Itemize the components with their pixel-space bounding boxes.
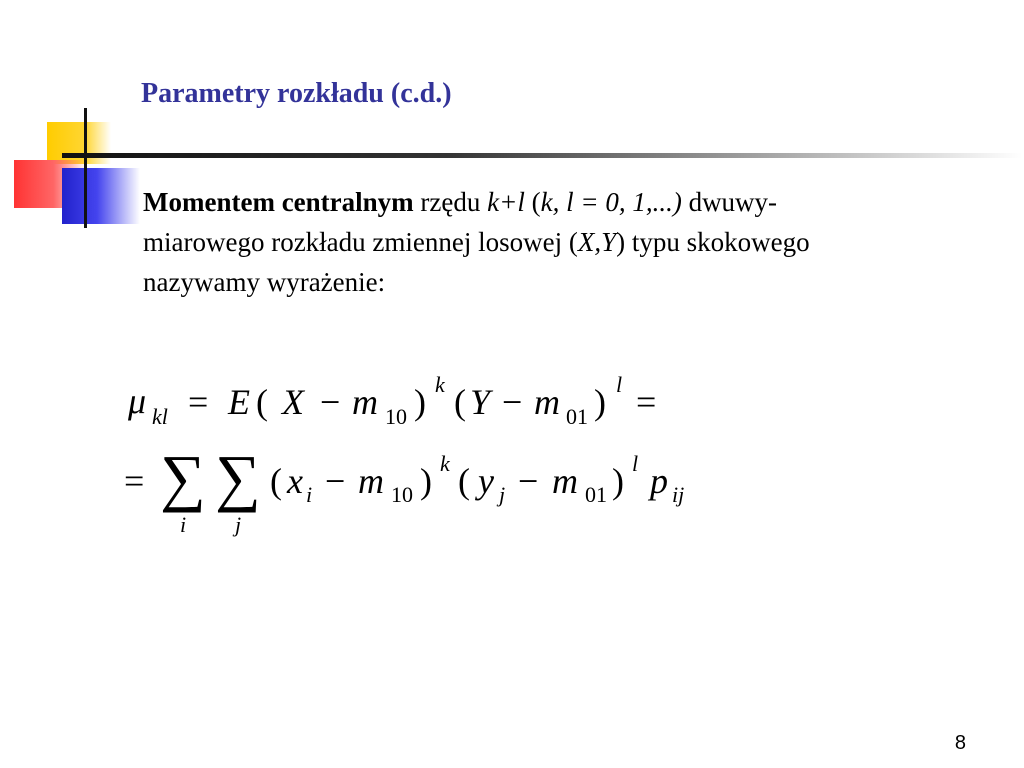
exponent-k: k	[440, 451, 450, 476]
vars-expr: X,Y	[577, 227, 617, 257]
minus-sign: −	[320, 382, 341, 422]
mu-subscript: kl	[152, 404, 168, 429]
order-expr: k+l	[487, 187, 525, 217]
var-X: X	[282, 382, 304, 422]
right-paren: )	[612, 461, 624, 501]
sum-index-j: j	[235, 512, 242, 537]
range-expr: k, l = 0, 1,...)	[540, 187, 682, 217]
subscript-j: j	[499, 482, 506, 507]
left-paren: (	[256, 382, 268, 422]
slide-title: Parametry rozkładu (c.d.)	[141, 78, 452, 109]
minus-sign: −	[325, 461, 346, 501]
var-x: x	[287, 461, 303, 501]
text-run: rzędu	[413, 187, 488, 217]
right-paren: )	[414, 382, 426, 422]
subscript-01: 01	[585, 482, 607, 507]
mu-symbol: μ	[128, 381, 147, 421]
var-p: p	[650, 461, 668, 501]
right-paren: )	[420, 461, 432, 501]
equals-sign: =	[124, 461, 145, 501]
var-y: y	[478, 461, 494, 501]
equals-sign: =	[188, 382, 209, 422]
right-paren: )	[594, 382, 606, 422]
text-run: dwuwy-	[681, 187, 778, 217]
subscript-10: 10	[391, 482, 413, 507]
sum-symbol-i: ∑	[160, 442, 206, 513]
text-run: miarowego rozkładu zmiennej losowej (	[143, 227, 578, 257]
var-m: m	[358, 461, 384, 501]
subscript-01: 01	[566, 404, 588, 429]
expectation-symbol: E	[228, 382, 250, 422]
sum-index-i: i	[180, 512, 187, 537]
minus-sign: −	[518, 461, 539, 501]
subscript-i: i	[306, 482, 313, 507]
subscript-10: 10	[385, 404, 407, 429]
var-m: m	[352, 382, 378, 422]
text-run: (	[524, 187, 541, 217]
left-paren: (	[454, 382, 466, 422]
exponent-l: l	[616, 372, 623, 397]
subscript-ij: ij	[672, 482, 685, 507]
minus-sign: −	[502, 382, 523, 422]
var-Y: Y	[470, 382, 491, 422]
left-paren: (	[458, 461, 470, 501]
exponent-k: k	[435, 372, 445, 397]
left-paren: (	[270, 461, 282, 501]
equals-sign: =	[636, 382, 657, 422]
exponent-l: l	[632, 451, 639, 476]
bold-term: Momentem centralnym	[143, 187, 414, 217]
var-m: m	[552, 461, 578, 501]
var-m: m	[534, 382, 560, 422]
text-run: ) typu skokowego	[616, 227, 810, 257]
page-number: 8	[954, 732, 966, 754]
sum-symbol-j: ∑	[215, 442, 261, 513]
text-run: nazywamy wyrażenie:	[143, 267, 386, 297]
